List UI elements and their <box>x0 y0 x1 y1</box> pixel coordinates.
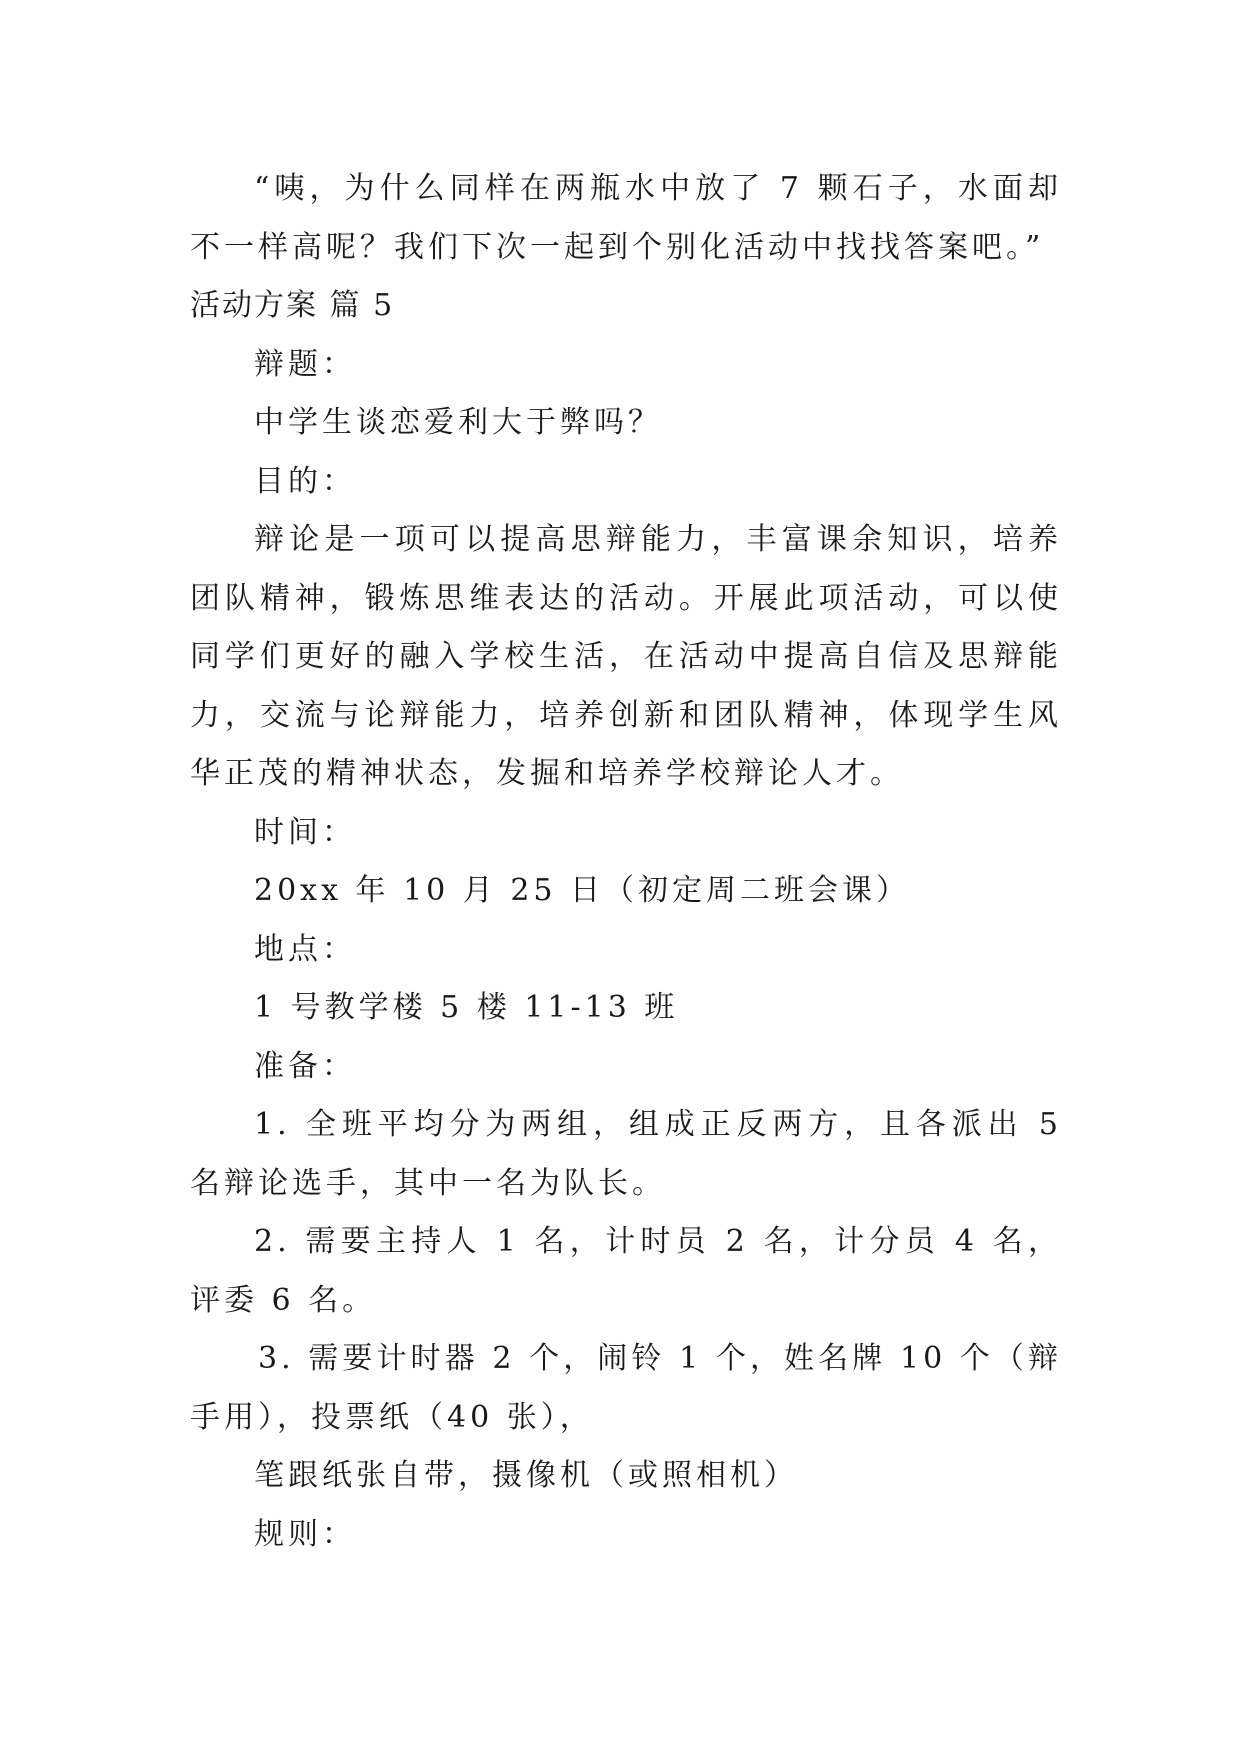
intro-quote-paragraph: “咦，为什么同样在两瓶水中放了 7 颗石子，水面却不一样高呢？我们下次一起到个别化活动中找找答案吧。” <box>190 171 1062 265</box>
preparation-item-1: 1. 全班平均分为两组，组成正反两方，且各派出 5 名辩论选手，其中一名为队长。 <box>190 1107 1062 1201</box>
location-value: 1 号教学楼 5 楼 11-13 班 <box>254 990 679 1025</box>
preparation-extra: 笔跟纸张自带，摄像机（或照相机） <box>254 1458 798 1493</box>
debate-topic: 中学生谈恋爱利大于弊吗？ <box>254 405 662 440</box>
rules-label: 规则： <box>254 1516 356 1552</box>
preparation-item-2: 2. 需要主持人 1 名，计时员 2 名，计分员 4 名，评委 6 名。 <box>190 1224 1062 1318</box>
time-label: 时间： <box>254 814 356 850</box>
purpose-label: 目的： <box>254 463 356 499</box>
preparation-label: 准备： <box>254 1048 356 1084</box>
purpose-paragraph: 辩论是一项可以提高思辩能力，丰富课余知识，培养团队精神，锻炼思维表达的活动。开展此项活动，可以使同学们更好的融入学校生活，在活动中提高自信及思辩能力，交流与论辩能力，培养创新和团队精神，体现学生风华正茂的精神状态，发掘和培养学校辩论人才。 <box>190 522 1062 791</box>
preparation-item-3: 3. 需要计时器 2 个，闹铃 1 个，姓名牌 10 个（辩手用），投票纸（40 张）， <box>190 1341 1062 1435</box>
debate-topic-label: 辩题： <box>254 346 356 382</box>
location-label: 地点： <box>254 931 356 967</box>
section-heading: 活动方案 篇 5 <box>190 288 395 323</box>
document-body <box>190 160 1062 1564</box>
time-value: 20xx 年 10 月 25 日（初定周二班会课） <box>254 873 911 908</box>
